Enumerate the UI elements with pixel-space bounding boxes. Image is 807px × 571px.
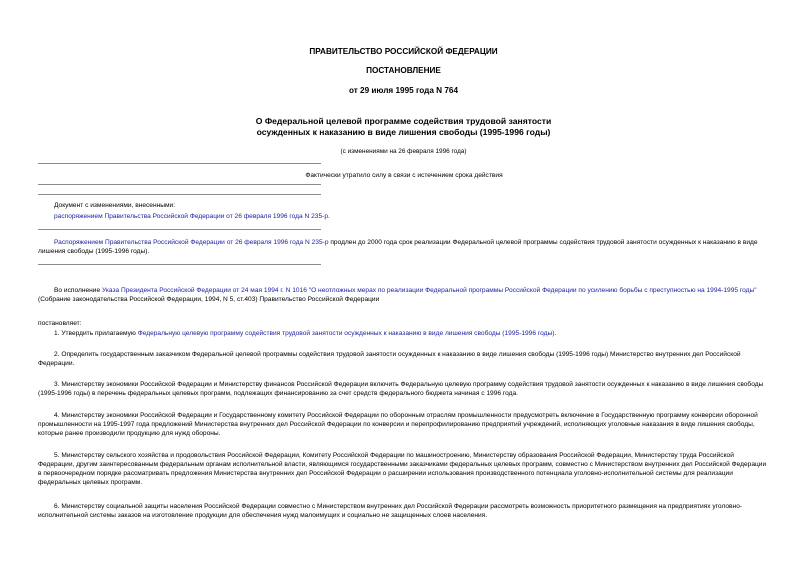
decrees-label: постановляет: bbox=[38, 320, 82, 327]
government-heading: ПРАВИТЕЛЬСТВО РОССИЙСКОЙ ФЕДЕРАЦИИ bbox=[309, 47, 498, 56]
decree-item-6 bbox=[38, 502, 770, 520]
preamble-suffix: (Собрание законодательства Российской Федерации, 1994, N 5, ст.403) Правительство Российской Федерации bbox=[38, 296, 380, 303]
document-title-line1: О Федеральной целевой программе содействия трудовой занятости bbox=[255, 116, 552, 126]
decree-item-5 bbox=[38, 451, 770, 487]
decree-item-2-text: 2. Определить государственным заказчиком Федеральной целевой программы содействия трудовой занятости осужденных к наказанию в виде лишения свободы (1995-1996 годы) Министерство внутренних дел Российской Федерации. bbox=[38, 351, 741, 367]
divider bbox=[38, 229, 321, 230]
decree-item-3 bbox=[38, 380, 770, 398]
changes-label: Документ с изменениями, внесенными: bbox=[54, 202, 176, 209]
extension-link[interactable]: Распоряжением Правительства Российской Федерации от 26 февраля 1996 года N 235-р bbox=[54, 239, 329, 246]
date-number-heading: от 29 июля 1995 года N 764 bbox=[348, 86, 459, 95]
document-type-heading: ПОСТАНОВЛЕНИЕ bbox=[366, 66, 441, 75]
decree-item-4-text: 4. Министерству экономики Российской Федерации и Государственному комитету Российской Федерации по оборонным отраслям промышленности предусмотреть включение в Государственную программу конверсии оборонной промышленности на 1995-1997 года предложений Министерства внутренних дел Российской Федерации по конверсии и перепрофилированию предприятий учреждений, исполняющих уголовные наказания в виде лишения свободы, которые ранее производили продукцию для нужд обороны. bbox=[38, 412, 758, 437]
status-note: Фактически утратило силу в связи с истечением срока действия bbox=[305, 172, 503, 179]
preamble-prefix: Во исполнение bbox=[54, 287, 102, 294]
extension-text: продлен до 2000 года срок реализации Федеральной целевой программы содействия трудовой занятости осужденных к наказанию в виде лишения свободы (1995-1996 годы). bbox=[38, 239, 758, 255]
document-title bbox=[0, 116, 807, 138]
decree-item-6-text: 6. Министерству социальной защиты населения Российской Федерации совместно с Министерством внутренних дел Российской Федерации рассмотреть возможность приоритетного размещения на предприятиях уголовно-исполнительной системы заказов на изготовление продукции для обеспечения нужд малоимущих и социально не защищенных слоев населения. bbox=[38, 503, 743, 519]
divider bbox=[38, 163, 321, 164]
extension-note bbox=[38, 238, 770, 256]
decree-item-5-text: 5. Министерству сельского хозяйства и продовольствия Российской Федерации, Комитету Российской Федерации по машиностроению, Министерству образования Российской Федерации, Министерству труда Российской Федерации, другим заинтересованным федеральным органам исполнительной власти, являющимся государственными заказчиками федеральных целевых программ, совместно с Министерством внутренних дел Российской Федерации в первоочередном порядке рассматривать предложения Министерства внутренних дел Российской Федерации о расширении использования производственного потенциала уголовно-исполнительной системы для реализации федеральных целевых программ. bbox=[38, 452, 767, 486]
decree-item-1-suffix: . bbox=[554, 330, 557, 337]
document-title-line2: осужденных к наказанию в виде лишения свободы (1995-1996 годы) bbox=[256, 127, 551, 137]
program-link[interactable]: Федеральную целевую программу содействия трудовой занятости осужденных к наказанию в виде лишения свободы (1995-1996 годы) bbox=[137, 330, 555, 337]
changes-link[interactable]: распоряжением Правительства Российской Федерации от 26 февраля 1996 года N 235-р. bbox=[54, 213, 330, 220]
presidential-decree-link[interactable]: Указа Президента Российской Федерации от 24 мая 1994 г. N 1016 "О неотложных мерах по реализации Федеральной программы Российской Федерации по усилению борьбы с преступностью на 1994-1995 годы" bbox=[101, 287, 757, 294]
decree-item-1 bbox=[38, 329, 770, 338]
divider bbox=[38, 194, 321, 195]
decree-item-2 bbox=[38, 350, 770, 368]
preamble bbox=[38, 286, 770, 304]
changes-block bbox=[54, 201, 770, 221]
divider bbox=[38, 184, 321, 185]
decree-item-4 bbox=[38, 411, 770, 438]
decree-item-3-text: 3. Министерству экономики Российской Федерации и Министерству финансов Российской Федерации включить Федеральную целевую программу содействия трудовой занятости осужденных к наказанию в виде лишения свободы (1995-1996 годы) в перечень федеральных целевых программ, подлежащих финансированию за счет средств федерального бюджета начиная с 1996 года. bbox=[38, 381, 764, 397]
edits-note: (с изменениями на 26 февраля 1996 года) bbox=[340, 148, 467, 155]
decree-item-1-prefix: 1. Утвердить прилагаемую bbox=[54, 330, 138, 337]
divider bbox=[38, 264, 321, 265]
